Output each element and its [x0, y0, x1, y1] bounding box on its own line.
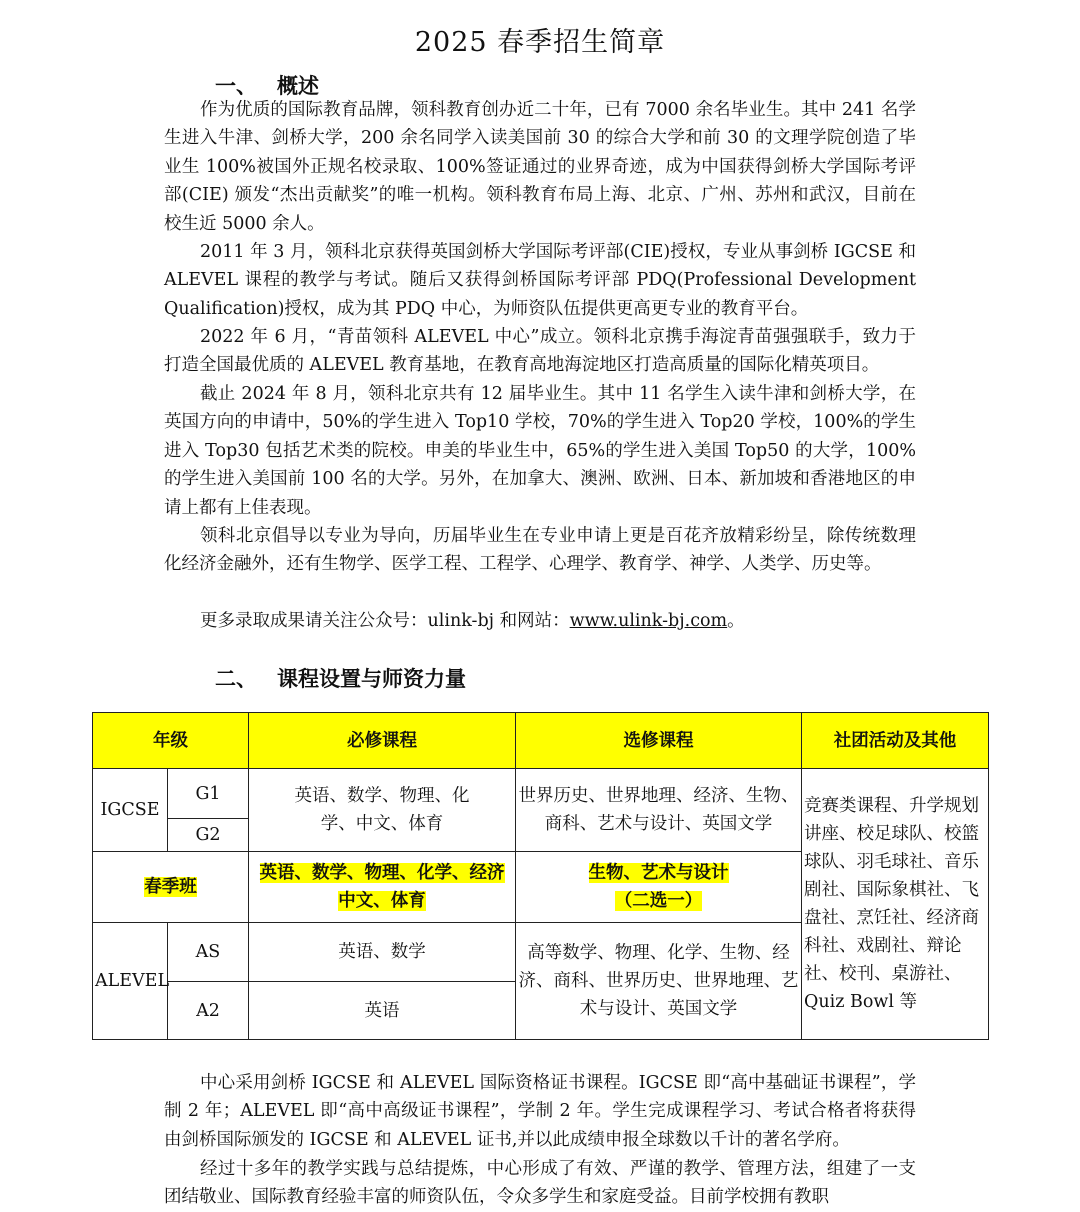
section-2-heading [215, 663, 466, 693]
paragraph-faculty: 经过十多年的教学实践与总结提炼，中心形成了有效、严谨的教学、管理方法，组建了一支团结敬业、国际教育经验丰富的师资队伍，令众多学生和家庭受益。目前学校拥有教职 [164, 1159, 916, 1208]
course-table [92, 712, 989, 1040]
alevel-a2: A2 [168, 982, 249, 1040]
website-link[interactable]: www.ulink-bj.com [569, 611, 728, 631]
igcse-label: IGCSE [93, 769, 168, 852]
section-2-number: 二、 [215, 666, 257, 691]
paragraph-curriculum: 中心采用剑桥 IGCSE 和 ALEVEL 国际资格证书课程。IGCSE 即“高中基础证书课程”，学制 2 年；ALEVEL 即“高中高级证书课程”，学制 2 年。学生完成课程学习、考试合格者将获得由剑桥国际颁发的 IGCSE 和 ALEVEL 证书,并以此成绩申报全球数以千计的著名学府。 [164, 1073, 916, 1150]
paragraph-results: 截止 2024 年 8 月，领科北京共有 12 届毕业生。其中 11 名学生入读牛津和剑桥大学，在英国方向的申请中，50%的学生进入 Top10 学校，70%的学生进入 Top20 学校，100%的学生进入 Top30 包括艺术类的院校。申美的毕业生中，65%的学生进入美国 Top50 的大学，100%的学生进入美国前 100 名的大学。另外，在加拿大、澳洲、欧洲、日本、新加坡和香港地区的申请上都有上佳表现。 [164, 384, 916, 518]
alevel-elective: 高等数学、物理、化学、生物、经济、商科、世界历史、世界地理、艺术与设计、英国文学 [516, 923, 802, 1040]
spring-elective-line2: （二选一） [614, 891, 703, 911]
header-clubs: 社团活动及其他 [802, 713, 989, 769]
spring-label: 春季班 [144, 877, 197, 897]
table-header-row [93, 713, 989, 769]
igcse-elective: 世界历史、世界地理、经济、生物、商科、艺术与设计、英国文学 [516, 769, 802, 852]
contact-prefix: 更多录取成果请关注公众号： [200, 611, 428, 631]
paragraph-majors: 领科北京倡导以专业为导向，历届毕业生在专业申请上更是百花齐放精彩纷呈，除传统数理化经济金融外，还有生物学、医学工程、工程学、心理学、教育学、神学、人类学、历史等。 [164, 526, 916, 575]
wechat-account: ulink-bj [427, 611, 495, 631]
contact-end: 。 [727, 611, 745, 631]
paragraph-cie: 2011 年 3 月，领科北京获得英国剑桥大学国际考评部(CIE)授权，专业从事剑桥 IGCSE 和 ALEVEL 课程的教学与考试。随后又获得剑桥国际考评部 PDQ(Professional Development Qualification)授权，成为其 PDQ 中心，为师资队伍提供更高更专业的教育平台。 [164, 242, 916, 319]
spring-label-cell [93, 852, 249, 923]
igcse-g2: G2 [168, 819, 249, 852]
header-grade: 年级 [93, 713, 249, 769]
section-2-title: 课程设置与师资力量 [277, 666, 466, 691]
paragraph-contact [164, 607, 916, 635]
alevel-as-required: 英语、数学 [249, 923, 516, 982]
spring-required-cell [249, 852, 516, 923]
alevel-as: AS [168, 923, 249, 982]
document-title: 2025 春季招生简章 [414, 27, 666, 58]
igcse-g1: G1 [168, 769, 249, 819]
spring-elective-cell [516, 852, 802, 923]
alevel-label: ALEVEL [93, 923, 168, 1040]
spring-elective-line1: 生物、艺术与设计 [588, 863, 729, 883]
header-required: 必修课程 [249, 713, 516, 769]
spring-required: 英语、数学、物理、化学、经济中文、体育 [259, 863, 505, 911]
paragraph-center: 2022 年 6 月，“青苗领科 ALEVEL 中心”成立。领科北京携手海淀青苗强强联手，致力于打造全国最优质的 ALEVEL 教育基地，在教育高地海淀地区打造高质量的国际化精英项目。 [164, 327, 916, 376]
table-row [93, 769, 989, 819]
clubs-cell: 竞赛类课程、升学规划讲座、校足球队、校篮球队、羽毛球社、音乐剧社、国际象棋社、飞盘社、烹饪社、经济商科社、戏剧社、辩论社、校刊、桌游社、Quiz Bowl 等 [802, 769, 989, 1040]
igcse-required: 英语、数学、物理、化学、中文、体育 [249, 769, 516, 852]
contact-mid: 和网站： [494, 611, 570, 631]
header-elective: 选修课程 [516, 713, 802, 769]
section-1-title: 概述 [277, 73, 319, 98]
section-1-number: 一、 [215, 73, 257, 98]
paragraph-overview: 作为优质的国际教育品牌，领科教育创办近二十年，已有 7000 余名毕业生。其中 241 名学生进入牛津、剑桥大学，200 余名同学入读美国前 30 的综合大学和前 30 的文理学院创造了毕业生 100%被国外正规名校录取、100%签证通过的业界奇迹，成为中国获得剑桥大学国际考评部(CIE) 颁发“杰出贡献奖”的唯一机构。领科教育布局上海、北京、广州、苏州和武汉，目前在校生近 5000 余人。 [164, 100, 916, 234]
alevel-a2-required: 英语 [249, 982, 516, 1040]
